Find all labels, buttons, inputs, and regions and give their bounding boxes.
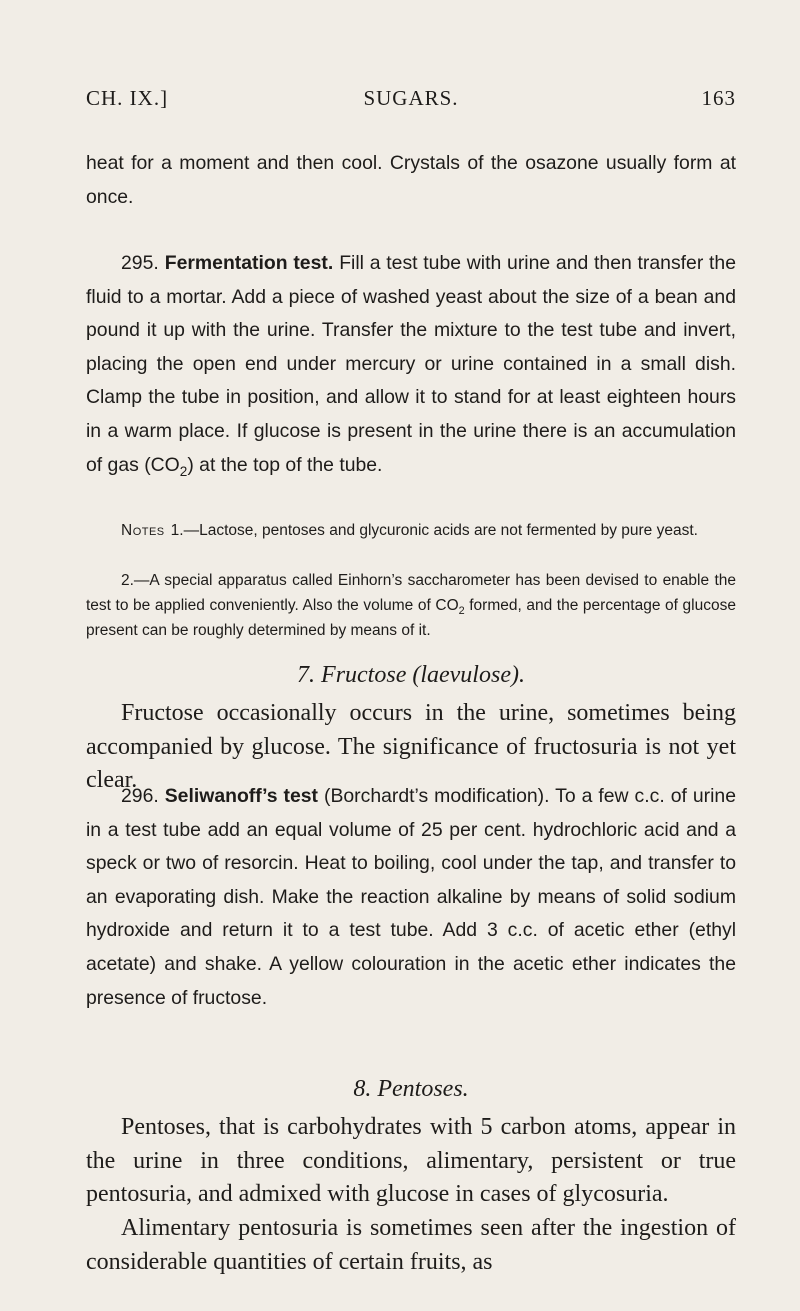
section-296-heading: Seliwanoff’s test bbox=[164, 785, 318, 807]
note-1 bbox=[86, 518, 736, 543]
section-296-paragraph bbox=[86, 780, 736, 1015]
section-295 bbox=[86, 247, 736, 482]
notes-label: Notes bbox=[121, 522, 165, 539]
section-7-paragraph: Fructose occasionally occurs in the urine, sometimes being accompanied by glucose. The significance of fructosuria is not yet clear. bbox=[86, 700, 736, 794]
section-295-paragraph bbox=[86, 247, 736, 482]
note-2 bbox=[86, 568, 736, 643]
section-296-text: (Borchardt’s modification). To a few c.c. of urine in a test tube add an equal volume of 25 per cent. hydrochloric acid and a speck or two of resorcin. Heat to boiling, cool under the tap, and transfer to an evaporating dish. Make the reaction alkaline by means of solid sodium hydroxide and return it to a test tube. Add 3 c.c. of acetic ether (ethyl acetate) and shake. A yellow colouration in the acetic ether indicates the presence of fructose. bbox=[86, 785, 736, 1009]
section-295-heading: Fermentation test. bbox=[164, 252, 334, 274]
running-title: SUGARS. bbox=[363, 86, 459, 110]
section-8-paragraph-1: Pentoses, that is carbohydrates with 5 carbon atoms, appear in the urine in three conditions, alimentary, persistent or true pentosuria, and admixed with glucose in cases of glycosuria. bbox=[86, 1114, 736, 1208]
section-295-text: Fill a test tube with urine and then transfer the fluid to a mortar. Add a piece of washed yeast about the size of a bean and pound it up with the urine. Transfer the mixture to the test tube and invert, placing the open end under mercury or urine contained in a small dish. Clamp the tube in position, and allow it to stand for at least eighteen hours in a warm place. If glucose is present in the urine there is an accumulation of gas (CO bbox=[86, 252, 736, 476]
section-295-number: 295. bbox=[121, 252, 159, 274]
section-295-text-end: ) at the top of the tube. bbox=[187, 453, 383, 476]
note-2-subscript: 2 bbox=[458, 605, 465, 618]
continued-paragraph bbox=[86, 147, 736, 214]
note-2-text-end: formed, and the percentage of glucose present can be roughly determined by means of it. bbox=[86, 597, 736, 639]
note-1-text: 1.—Lactose, pentoses and glycuronic acids are not fermented by pure yeast. bbox=[170, 522, 698, 539]
section-296 bbox=[86, 780, 736, 1015]
page-number: 163 bbox=[701, 86, 736, 110]
continued-text: heat for a moment and then cool. Crystals of the osazone usually form at once. bbox=[86, 152, 736, 208]
running-head bbox=[86, 86, 736, 116]
section-296-number: 296. bbox=[121, 785, 159, 807]
section-8-title: 8. Pentoses. bbox=[353, 1076, 469, 1102]
chapter-label: CH. IX.] bbox=[86, 86, 169, 110]
section-7-title: 7. Fructose (laevulose). bbox=[297, 662, 525, 688]
note-2-text: 2.—A special apparatus called Einhorn’s saccharometer has been devised to enable the test to be applied conveniently. Also the volume of CO bbox=[86, 572, 736, 614]
co2-subscript: 2 bbox=[179, 463, 188, 479]
section-8-paragraph-2: Alimentary pentosuria is sometimes seen after the ingestion of considerable quantities of certain fruits, as bbox=[86, 1215, 736, 1275]
